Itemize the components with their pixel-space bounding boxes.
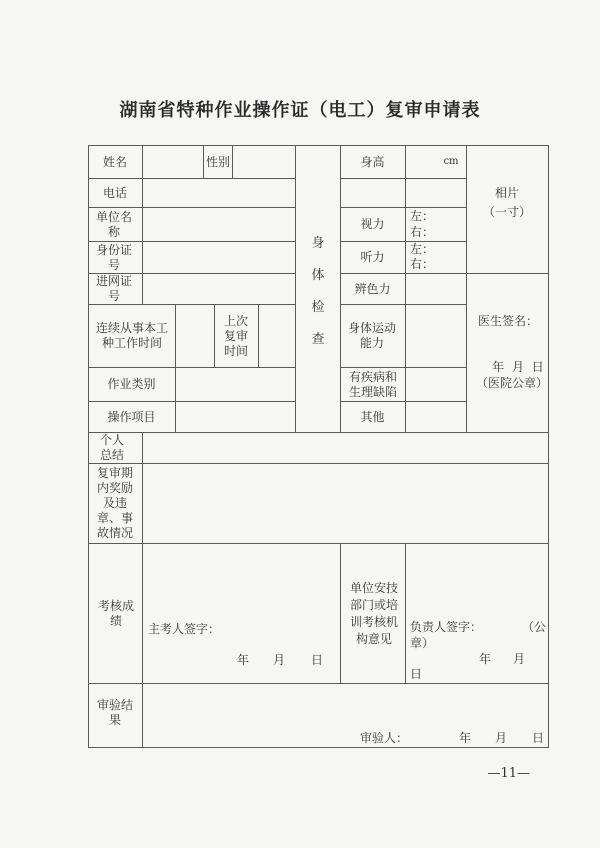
personal-summary-label: 个人总结 [99,433,124,462]
col-divider [295,145,296,432]
phone-label: 电话 [102,185,127,200]
seal-part2: 章） [410,636,435,650]
color-vision-label: 辨色力 [354,281,391,296]
gender-label: 性别 [205,154,230,169]
hearing-right-label: 右： [410,257,435,271]
leader-sign-label: 负责人签字： [410,620,483,634]
operation-item-label: 操作项目 [107,409,156,424]
col-divider [214,304,215,367]
height-unit: cm [443,155,459,167]
vision-label: 视力 [360,217,385,231]
examiner-month: 月 [272,653,285,667]
job-category-label: 作业类别 [107,377,156,391]
page-number: —11— [487,766,530,781]
physical-exam-char: 查 [311,332,325,347]
disease-label: 有疾病和生理缺陷 [348,369,397,399]
row-divider [340,178,466,179]
id-number-label: 身份证号 [96,242,133,272]
physical-exam-char: 检 [311,300,325,315]
col-divider [142,432,143,747]
hospital-seal-label: （医院公章） [476,376,549,390]
table-border-top [88,145,549,146]
other-label: 其他 [360,409,385,424]
col-divider [405,145,406,432]
col-divider [340,543,341,683]
review-year: 年 [458,731,471,745]
network-id-label: 进网证号 [96,274,133,303]
height-label: 身高 [360,154,385,169]
review-day: 日 [531,731,544,745]
col-divider [258,304,259,367]
physical-exam-char: 身 [311,236,325,251]
vision-right-label: 右： [410,225,435,239]
photo-label: 相片 [494,186,519,200]
leader-day: 日 [410,667,423,681]
page-title: 湖南省特种作业操作证（电工）复审申请表 [119,100,481,121]
name-label: 姓名 [102,154,127,169]
col-divider [405,543,406,683]
leader-month: 月 [512,652,525,666]
table-border-left [88,145,89,747]
examiner-day: 日 [310,653,323,667]
examiner-year: 年 [236,653,249,667]
row-divider [88,463,549,464]
row-divider [88,683,549,684]
last-review-label: 上次复审时间 [223,313,248,358]
doctor-sign-label: 医生签名： [478,314,539,328]
review-result-label: 审验结果 [96,698,133,727]
row-divider [88,432,549,433]
photo-size-label: （一寸） [482,205,531,219]
vision-left-label: 左： [410,209,435,223]
leader-year: 年 [478,652,491,666]
review-month: 月 [494,731,507,745]
col-divider [232,145,233,178]
unit-name-label: 单位名称 [96,209,133,239]
hearing-label: 听力 [360,250,385,264]
doctor-date: 年 月 日 [492,360,544,374]
reviewer-label: 审验人： [360,731,409,745]
rewards-label: 复审期内奖励及违章、事故情况 [96,466,133,540]
unit-opinion-label: 单位安技部门或培训考核机构意见 [350,580,399,646]
hearing-left-label: 左： [410,242,435,256]
motor-ability-label: 身体运动能力 [347,321,396,350]
col-divider [142,145,143,304]
examiner-sign-label: 主考人签字： [148,622,221,636]
row-divider [88,543,549,544]
table-border-bottom [88,747,549,748]
assessment-label: 考核成绩 [98,598,135,628]
work-time-label: 连续从事本工种工作时间 [95,321,168,350]
col-divider [175,304,176,432]
table-border-right [548,145,549,747]
seal-part1: （公 [521,620,546,634]
physical-exam-char: 体 [311,268,325,283]
